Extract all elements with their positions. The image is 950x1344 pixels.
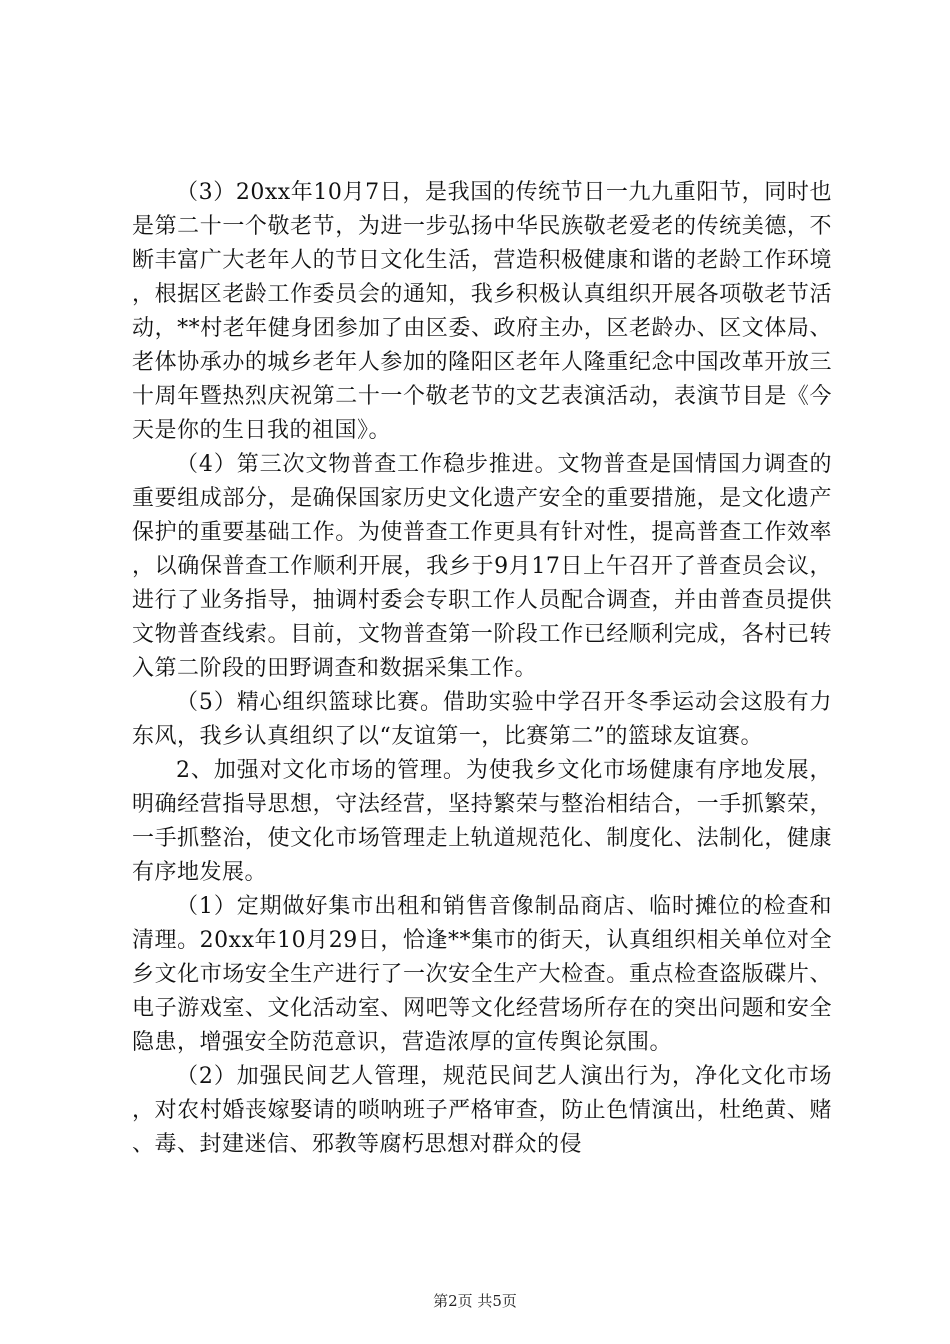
paragraph-cultural-market-management: 2、加强对文化市场的管理。为使我乡文化市场健康有序地发展，明确经营指导思想，守法经营，坚持繁荣与整治相结合，一手抓繁荣，一手抓整治，使文化市场管理走上轨道规范化、制度化、法制化，健康有序地发展。 <box>132 758 832 885</box>
paragraph-basketball-match: （5）精心组织篮球比赛。借助实验中学召开冬季运动会这股有力东风，我乡认真组织了以“友谊第一，比赛第二”的篮球友谊赛。 <box>132 690 832 749</box>
page-number-footer: 第2页 共5页 <box>433 1292 517 1310</box>
paragraph-cultural-relics-survey: （4）第三次文物普查工作稳步推进。文物普查是国情国力调查的重要组成部分，是确保国家历史文化遗产安全的重要措施，是文化遗产保护的重要基础工作。为使普查工作更具有针对性，提高普查工作效率，以确保普查工作顺利开展，我乡于9月17日上午召开了普查员会议，进行了业务指导，抽调村委会专职工作人员配合调查，并由普查员提供文物普查线索。目前，文物普查第一阶段工作已经顺利完成，各村已转入第二阶段的田野调查和数据采集工作。 <box>132 452 832 681</box>
paragraph-folk-artists-management: （2）加强民间艺人管理，规范民间艺人演出行为，净化文化市场，对农村婚丧嫁娶请的唢呐班子严格审查，防止色情演出，杜绝黄、赌、毒、封建迷信、邪教等腐朽思想对群众的侵 <box>132 1064 832 1157</box>
paragraph-market-inspection: （1）定期做好集市出租和销售音像制品商店、临时摊位的检查和清理。20xx年10月29日，恰逢**集市的街天，认真组织相关单位对全乡文化市场安全生产进行了一次安全生产大检查。重点检查盗版碟片、电子游戏室、文化活动室、网吧等文化经营场所存在的突出问题和安全隐患，增强安全防范意识，营造浓厚的宣传舆论氛围。 <box>132 894 832 1055</box>
document-body <box>132 176 832 1162</box>
paragraph-respect-elderly-festival: （3）20xx年10月7日，是我国的传统节日一九九重阳节，同时也是第二十一个敬老节，为进一步弘扬中华民族敬老爱老的传统美德，不断丰富广大老年人的节日文化生活，营造积极健康和谐的老龄工作环境，根据区老龄工作委员会的通知，我乡积极认真组织开展各项敬老节活动，**村老年健身团参加了由区委、政府主办，区老龄办、区文体局、老体协承办的城乡老年人参加的隆阳区老年人隆重纪念中国改革开放三十周年暨热烈庆祝第二十一个敬老节的文艺表演活动，表演节目是《今天是你的生日我的祖国》。 <box>132 180 832 443</box>
